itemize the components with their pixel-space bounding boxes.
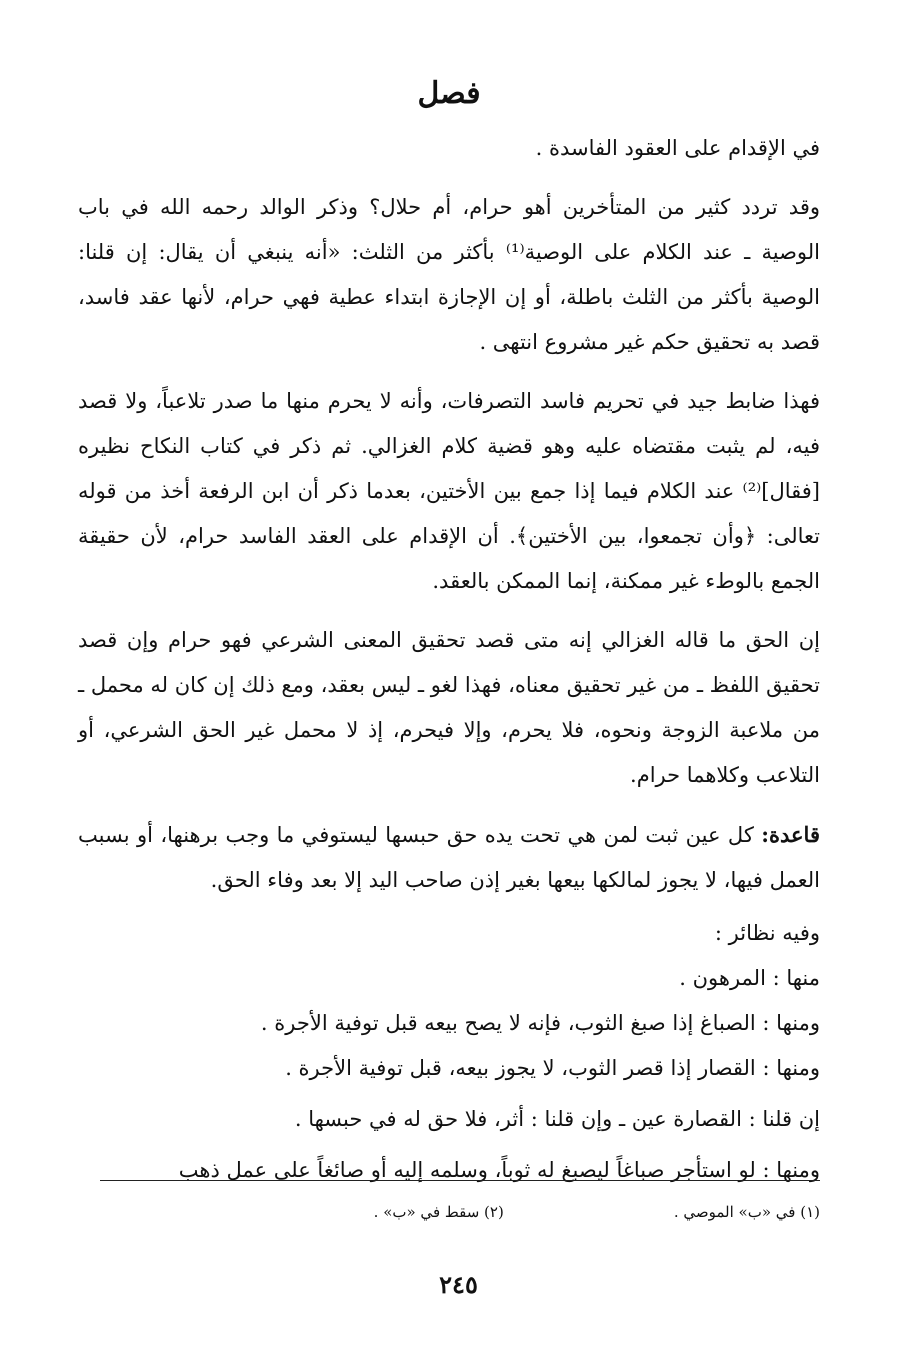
examples-list bbox=[78, 911, 820, 1091]
footnote-1: (١) في «ب» الموصي . bbox=[673, 1203, 820, 1221]
note-line: إن قلنا : القصارة عين ـ وإن قلنا : أثر، فلا حق له في حبسها . bbox=[294, 1107, 820, 1131]
rule-text: كل عين ثبت لمن هي تحت يده حق حبسها ليستوفي ما وجب برهنها، أو بسبب العمل فيها، لا يجوز لمالكها بيعها بغير إذن صاحب اليد إلا بعد وفاء الحق. bbox=[78, 823, 820, 892]
footnote-2: (٢) سقط في «ب» . bbox=[373, 1203, 504, 1221]
section-subtitle: في الإقدام على العقود الفاسدة . bbox=[535, 136, 820, 160]
paragraph-1: وقد تردد كثير من المتأخرين أهو حرام، أم حلال؟ وذكر الوالد رحمه الله في باب الوصية ـ عند الكلام على الوصية⁽¹⁾ بأكثر من الثلث: «أنه ينبغي أن يقال: إن قلنا: الوصية بأكثر من الثلث باطلة، أو إن الإجازة ابتداء عطية فهي حرام، لأنها عقد فاسد، قصد به تحقيق حكم غير مشروع انتهى . bbox=[78, 195, 820, 354]
footnotes bbox=[100, 1200, 820, 1224]
rule-paragraph bbox=[78, 812, 820, 903]
example-item: ومنها : الصباغ إذا صبغ الثوب، فإنه لا يصح بيعه قبل توفية الأجرة . bbox=[260, 1011, 820, 1035]
examples-intro: وفيه نظائر : bbox=[714, 921, 820, 945]
section-title: فصل bbox=[417, 76, 481, 111]
rule-label: قاعدة: bbox=[761, 822, 820, 847]
example-item: ومنها : القصار إذا قصر الثوب، لا يجوز بيعه، قبل توفية الأجرة . bbox=[285, 1056, 820, 1080]
example-item: منها : المرهون . bbox=[679, 966, 820, 990]
paragraph-2: فهذا ضابط جيد في تحريم فاسد التصرفات، وأنه لا يحرم منها ما صدر تلاعباً، ولا قصد فيه، لم يثبت مقتضاه عليه وهو قضية كلام الغزالي. ثم ذكر في كتاب النكاح نظيره [فقال]⁽²⁾ عند الكلام فيما إذا جمع بين الأختين، بعدما ذكر أن ابن الرفعة أخذ من قوله تعالى: ﴿وأن تجمعوا، بين الأختين﴾. أن الإقدام على العقد الفاسد حرام، لأن حقيقة الجمع بالوطء غير ممكنة، إنما الممكن بالعقد. bbox=[78, 389, 820, 593]
paragraph-3: إن الحق ما قاله الغزالي إنه متى قصد تحقيق المعنى الشرعي فهو حرام وإن قصد تحقيق اللفظ ـ من غير تحقيق معناه، فهذا لغو ـ ليس بعقد، ومع ذلك إن كان له محمل ـ من ملاعبة الزوجة ونحوه، فلا يحرم، وإلا فيحرم، إذ لا محمل غير الحق الشرعي، أو التلاعب وكلاهما حرام. bbox=[78, 628, 820, 787]
footnote-divider bbox=[100, 1180, 820, 1181]
page-number: ٢٤٥ bbox=[439, 1270, 478, 1299]
last-line: ومنها : لو استأجر صباغاً ليصبغ له ثوباً، وسلمه إليه أو صائغاً على عمل ذهب bbox=[178, 1158, 820, 1182]
